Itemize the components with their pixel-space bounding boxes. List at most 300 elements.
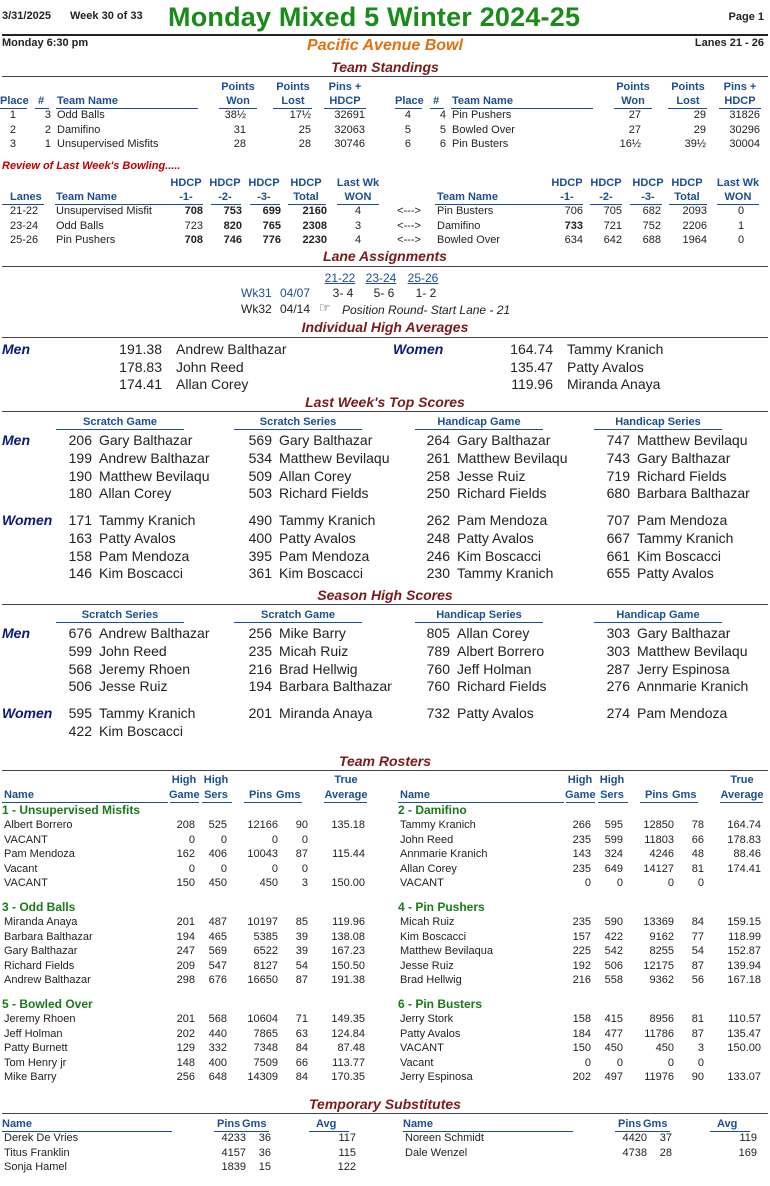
player-name: VACANT <box>400 877 444 889</box>
high-game: 202 <box>176 1027 195 1040</box>
col-header: High <box>567 774 593 786</box>
score-value: 303 <box>606 625 630 641</box>
true-average: 159.15 <box>727 916 761 928</box>
games: 90 <box>691 1071 704 1083</box>
col-header: Game <box>565 789 596 801</box>
score-value: 146 <box>68 565 92 582</box>
header-underline <box>202 802 232 803</box>
high-series: 569 <box>208 945 227 957</box>
score-category-header: Handicap Series <box>594 416 722 430</box>
pins: 0 <box>667 877 674 889</box>
bowler-name: Jesse Ruiz <box>457 467 526 484</box>
games: 28 <box>659 1146 672 1159</box>
player-name: Miranda Anaya <box>4 916 78 928</box>
score-value: 595 <box>68 705 92 721</box>
pins: 7509 <box>253 1056 278 1069</box>
true-average: 119.96 <box>332 916 365 928</box>
high-series: 440 <box>208 1027 227 1040</box>
col-header: Lost <box>676 95 700 107</box>
score-value: 395 <box>248 547 272 564</box>
high-series: 676 <box>208 974 227 986</box>
true-average: 167.23 <box>331 945 365 957</box>
pins-hdcp: 30746 <box>334 138 365 150</box>
score-value: 805 <box>426 625 450 641</box>
player-name: Richard Fields <box>4 959 75 972</box>
score-category-header: Scratch Game <box>56 416 184 430</box>
true-average: 115.44 <box>332 848 365 860</box>
total: 2206 <box>682 219 707 232</box>
bowler-name: Kim Boscacci <box>279 565 364 582</box>
games: 0 <box>697 877 704 889</box>
true-average: 167.18 <box>727 974 761 986</box>
high-series: 415 <box>604 1013 623 1025</box>
col-header: Gms <box>672 789 697 801</box>
score-category-header: Handicap Series <box>415 609 543 623</box>
bowler-name: Patty Avalos <box>457 705 534 721</box>
high-series: 450 <box>208 877 227 889</box>
total: 2308 <box>302 219 327 232</box>
bowling-center: Pacific Avenue Bowl <box>307 37 463 54</box>
points-won: 28 <box>233 138 246 150</box>
total: 2093 <box>682 205 707 217</box>
score-value: 216 <box>248 660 272 677</box>
bowler-name: Gary Balthazar <box>99 432 193 448</box>
lane-assignment: 5- 6 <box>373 286 395 300</box>
high-series: 450 <box>604 1042 623 1054</box>
pins: 8127 <box>253 959 278 972</box>
bowler-name: Pam Mendoza <box>637 512 728 528</box>
high-series: 406 <box>208 848 227 860</box>
col-header: Sers <box>600 789 624 801</box>
pins: 9162 <box>649 930 674 943</box>
high-series: 595 <box>604 819 623 831</box>
score-value: 661 <box>606 547 630 564</box>
standing-team-number: 5 <box>439 123 446 136</box>
bowler-name: Kim Boscacci <box>457 547 542 564</box>
score-value: 256 <box>248 625 272 641</box>
player-name: Tom Henry jr <box>4 1056 67 1069</box>
pins: 1839 <box>221 1161 246 1173</box>
games: 36 <box>258 1146 271 1159</box>
col-header: Last Wk <box>336 177 380 189</box>
bowler-name: Andrew Balthazar <box>176 341 287 357</box>
score-value: 719 <box>606 467 630 484</box>
score-value: 568 <box>68 660 92 677</box>
score-value: 676 <box>68 625 92 641</box>
header-underline <box>720 802 763 803</box>
average: 122 <box>337 1161 356 1173</box>
score-value: 230 <box>426 565 450 582</box>
roster-team-name: 6 - Pin Busters <box>398 997 483 1011</box>
games: 87 <box>295 974 308 986</box>
true-average: 150.00 <box>727 1042 761 1054</box>
bowler-name: Patty Avalos <box>457 529 534 546</box>
lane-pair: 25-26 <box>10 234 39 246</box>
week-label: Wk31 <box>241 286 272 300</box>
pins: 7865 <box>253 1027 278 1040</box>
score-value: 743 <box>606 449 630 466</box>
day-time: Monday 6:30 pm <box>2 37 89 49</box>
high-game: 298 <box>176 974 195 986</box>
header-underline <box>598 802 628 803</box>
won: 4 <box>354 205 362 217</box>
high-series: 400 <box>208 1056 227 1069</box>
games: 71 <box>295 1013 308 1025</box>
standing-place: 5 <box>404 123 411 136</box>
player-name: Vacant <box>4 862 38 875</box>
section-title-standings: Team Standings <box>331 59 439 75</box>
bowler-name: Pam Mendoza <box>637 705 728 721</box>
bowler-name: Gary Balthazar <box>637 449 731 466</box>
high-game: 143 <box>572 848 591 860</box>
standing-place: 4 <box>404 109 411 121</box>
lane-pair: 23-24 <box>10 219 39 232</box>
points-won: 27 <box>628 123 641 136</box>
review-title: Review of Last Week's Bowling..... <box>2 160 181 172</box>
col-header: Lanes <box>10 191 42 203</box>
player-name: Barbara Balthazar <box>4 930 93 943</box>
high-game: 266 <box>572 819 591 831</box>
player-name: VACANT <box>4 877 48 889</box>
versus-arrow: <---> <box>397 205 421 217</box>
col-header: HDCP <box>551 177 583 189</box>
score-value: 361 <box>248 565 272 582</box>
score-category-header: Handicap Game <box>594 609 722 623</box>
game-1: 634 <box>564 234 583 246</box>
game-1: 723 <box>184 219 203 232</box>
player-name: VACANT <box>400 1042 444 1054</box>
bowler-name: Andrew Balthazar <box>99 625 210 641</box>
high-series: 0 <box>616 1056 623 1069</box>
bowler-name: Tammy Kranich <box>99 512 196 528</box>
games: 90 <box>295 819 308 831</box>
col-header: Average <box>720 789 764 801</box>
bowler-name: Tammy Kranich <box>457 565 554 582</box>
season-divider <box>2 604 768 605</box>
total: 1964 <box>682 234 707 246</box>
pins: 450 <box>259 877 278 889</box>
bowler-name: Patty Avalos <box>567 358 644 375</box>
games: 36 <box>258 1132 271 1144</box>
col-header: Team Name <box>57 95 118 107</box>
games: 39 <box>295 945 308 957</box>
col-header: Team Name <box>452 95 513 107</box>
true-average: 133.07 <box>727 1071 761 1083</box>
men-label: Men <box>2 625 30 641</box>
player-name: Brad Hellwig <box>400 974 462 986</box>
high-series: 547 <box>208 959 227 972</box>
game-3: 776 <box>262 234 281 246</box>
true-average: 150.00 <box>331 877 365 889</box>
true-average: 152.87 <box>727 945 761 957</box>
pins: 11803 <box>644 833 674 846</box>
team-name: Pin Pushers <box>56 234 116 246</box>
lane-pair: 21-22 <box>10 205 39 217</box>
game-2: 746 <box>223 234 242 246</box>
pins: 7348 <box>253 1042 278 1054</box>
page-number: Page 1 <box>728 11 764 23</box>
game-1: 733 <box>564 219 583 232</box>
bowler-name: Jeff Holman <box>457 660 532 677</box>
bowler-name: Allan Corey <box>457 625 530 641</box>
games: 84 <box>295 1071 308 1083</box>
pins: 4246 <box>649 848 674 860</box>
points-won: 27 <box>628 109 641 121</box>
col-header: Last Wk <box>716 177 760 189</box>
high-game: 201 <box>176 916 195 928</box>
col-header: Won <box>226 95 250 107</box>
score-value: 303 <box>606 642 630 659</box>
points-lost: 29 <box>693 109 706 121</box>
score-value: 655 <box>606 565 630 582</box>
game-2: 721 <box>603 219 622 232</box>
col-header: HDCP <box>248 177 280 189</box>
won: 0 <box>737 205 745 217</box>
score-value: 569 <box>248 432 272 448</box>
bowler-name: Matthew Bevilaqu <box>637 432 748 448</box>
player-name: Vacant <box>400 1056 434 1069</box>
bowler-name: Brad Hellwig <box>279 660 358 677</box>
bowler-name: Matthew Bevilaqu <box>457 449 568 466</box>
bowler-name: Richard Fields <box>457 678 547 695</box>
pins: 10043 <box>247 848 278 860</box>
games: 78 <box>691 819 704 831</box>
high-series: 568 <box>208 1013 227 1025</box>
true-average: 178.83 <box>727 833 761 846</box>
true-average: 135.47 <box>727 1027 761 1040</box>
true-average: 118.99 <box>728 930 761 943</box>
high-series: 525 <box>208 819 227 831</box>
pins-hdcp: 30004 <box>729 138 760 150</box>
col-header: HDCP <box>590 177 622 189</box>
player-name: Jeremy Rhoen <box>4 1013 76 1025</box>
pins: 5385 <box>253 930 278 943</box>
high-game: 209 <box>176 959 195 972</box>
high-series: 506 <box>604 959 623 972</box>
average: 117 <box>338 1132 356 1144</box>
high-game: 162 <box>176 848 195 860</box>
score-value: 199 <box>68 449 92 466</box>
game-1: 706 <box>564 205 583 217</box>
bowler-name: Barbara Balthazar <box>279 678 392 695</box>
average: 115 <box>338 1146 356 1159</box>
high-series: 324 <box>604 848 623 860</box>
league-title: Monday Mixed 5 Winter 2024-25 <box>168 2 581 32</box>
standing-place: 1 <box>9 109 16 121</box>
game-2: 820 <box>223 219 242 232</box>
high-game: 256 <box>176 1071 195 1083</box>
pins: 8255 <box>649 945 674 957</box>
won: 0 <box>737 234 745 246</box>
games: 56 <box>691 974 704 986</box>
true-average: 124.84 <box>331 1027 365 1040</box>
high-game: 158 <box>572 1013 591 1025</box>
bowler-name: Albert Borrero <box>457 642 545 659</box>
score-value: 262 <box>426 512 450 528</box>
score-value: 201 <box>248 705 272 721</box>
games: 54 <box>295 959 308 972</box>
high-series: 332 <box>208 1042 227 1054</box>
player-name: Jerry Stork <box>400 1013 454 1025</box>
score-value: 261 <box>426 449 450 466</box>
score-value: 190 <box>68 467 92 484</box>
col-header: Sers <box>204 789 228 801</box>
col-header: True <box>334 774 358 786</box>
section-title-lanes: Lane Assignments <box>323 248 447 264</box>
games: 0 <box>301 862 308 875</box>
bowler-name: Pam Mendoza <box>279 547 370 564</box>
high-series: 0 <box>616 877 623 889</box>
bowler-name: Gary Balthazar <box>457 432 551 448</box>
section-title-averages: Individual High Averages <box>301 319 469 335</box>
bowler-name: Pam Mendoza <box>457 512 548 528</box>
pins: 4233 <box>221 1132 246 1144</box>
player-name: Andrew Balthazar <box>4 974 91 986</box>
score-value: 503 <box>248 485 272 502</box>
pins: 12850 <box>643 819 674 831</box>
bowler-name: Miranda Anaya <box>567 376 661 392</box>
score-value: 258 <box>426 467 450 484</box>
games: 63 <box>295 1027 308 1040</box>
section-title-season: Season High Scores <box>317 587 453 603</box>
week-label: Week 30 of 33 <box>70 10 143 22</box>
col-header: Pins <box>249 789 273 801</box>
average-value: 191.38 <box>119 341 162 357</box>
score-value: 490 <box>248 512 272 528</box>
score-value: 248 <box>426 529 450 546</box>
game-3: 765 <box>262 219 281 232</box>
score-value: 680 <box>606 485 630 502</box>
games: 87 <box>295 848 308 860</box>
score-value: 760 <box>426 660 450 677</box>
high-game: 150 <box>572 1042 591 1054</box>
true-average: 88.46 <box>733 848 761 860</box>
bowler-name: Jerry Espinosa <box>637 660 730 677</box>
col-header: Points <box>276 81 310 93</box>
player-name: Matthew Bevilaqua <box>400 945 493 957</box>
col-header: -2- <box>218 191 232 203</box>
report-date: 3/31/2025 <box>2 10 51 22</box>
games: 0 <box>301 833 308 846</box>
player-name: Jesse Ruiz <box>400 959 454 972</box>
score-value: 789 <box>426 642 450 659</box>
high-game: 216 <box>572 974 591 986</box>
pins: 11976 <box>644 1071 674 1083</box>
games: 84 <box>295 1042 308 1054</box>
high-series: 497 <box>604 1071 623 1083</box>
col-header: Avg <box>316 1118 337 1130</box>
position-round-note: Position Round- Start Lane - 21 <box>342 303 511 317</box>
standing-place: 2 <box>9 123 16 136</box>
score-value: 747 <box>606 432 630 448</box>
col-header: Team Name <box>437 191 498 203</box>
col-header: Pins <box>618 1118 642 1130</box>
col-header: -1- <box>179 191 193 203</box>
section-title-rosters: Team Rosters <box>338 753 432 769</box>
average-value: 178.83 <box>119 358 162 375</box>
substitute-name: Derek De Vries <box>4 1132 79 1144</box>
men-label: Men <box>2 341 30 357</box>
pins-hdcp: 30296 <box>729 123 760 136</box>
col-header: HDCP <box>290 177 322 189</box>
lane-pair-header: 23-24 <box>365 271 397 285</box>
high-series: 649 <box>604 862 623 875</box>
col-header: HDCP <box>671 177 703 189</box>
roster-team-name: 5 - Bowled Over <box>2 997 93 1011</box>
total: 2160 <box>302 205 327 217</box>
team-name: Odd Balls <box>56 219 104 232</box>
high-game: 184 <box>572 1027 591 1040</box>
points-lost: 39½ <box>684 138 706 150</box>
score-value: 667 <box>606 529 630 546</box>
score-value: 235 <box>248 642 272 659</box>
substitute-name: Noreen Schmidt <box>405 1132 484 1144</box>
high-game: 0 <box>584 877 591 889</box>
high-game: 202 <box>572 1071 591 1083</box>
col-header: HDCP <box>724 95 756 107</box>
player-name: Micah Ruiz <box>400 916 455 928</box>
high-game: 0 <box>188 862 195 875</box>
bowler-name: Micah Ruiz <box>279 642 349 659</box>
high-game: 225 <box>572 945 591 957</box>
col-header: Gms <box>643 1118 668 1130</box>
bowler-name: Matthew Bevilaqu <box>637 642 748 659</box>
points-lost: 25 <box>298 123 311 136</box>
high-series: 542 <box>604 945 623 957</box>
col-header: Team Name <box>56 191 117 203</box>
games: 54 <box>691 945 704 957</box>
score-value: 732 <box>426 705 450 721</box>
header-underline <box>244 802 302 803</box>
game-2: 753 <box>223 205 242 217</box>
total: 2230 <box>302 234 327 246</box>
standing-team-name: Unsupervised Misfits <box>57 138 159 150</box>
player-name: Annmarie Kranich <box>400 848 488 860</box>
high-game: 235 <box>572 862 591 875</box>
game-2: 705 <box>603 205 622 217</box>
section-title-subs: Temporary Substitutes <box>309 1096 461 1112</box>
games: 48 <box>691 848 704 860</box>
score-value: 509 <box>248 467 272 484</box>
col-header: High <box>171 774 197 786</box>
high-series: 487 <box>208 916 227 928</box>
col-header: Average <box>324 789 368 801</box>
substitute-name: Titus Franklin <box>4 1146 70 1159</box>
bowler-name: Allan Corey <box>99 485 172 502</box>
bowler-name: Kim Boscacci <box>637 547 722 564</box>
bowler-name: Gary Balthazar <box>637 625 731 641</box>
roster-team-name: 2 - Damifino <box>398 803 467 817</box>
true-average: 150.50 <box>331 959 365 972</box>
col-header: Lost <box>281 95 305 107</box>
standing-team-name: Pin Pushers <box>452 109 512 121</box>
bowler-name: Tammy Kranich <box>99 705 196 721</box>
women-label: Women <box>2 705 53 721</box>
header-divider <box>2 34 768 36</box>
bowler-name: Allan Corey <box>176 376 249 392</box>
games: 3 <box>697 1042 704 1054</box>
score-value: 250 <box>426 485 450 502</box>
score-value: 422 <box>68 722 92 739</box>
col-header: # <box>433 95 440 107</box>
standing-team-name: Pin Busters <box>452 138 509 150</box>
games: 87 <box>691 1027 704 1040</box>
true-average: 170.35 <box>331 1071 365 1083</box>
game-2: 642 <box>603 234 622 246</box>
col-header: True <box>730 774 754 786</box>
col-header: -3- <box>257 191 271 203</box>
header-underline <box>324 802 367 803</box>
